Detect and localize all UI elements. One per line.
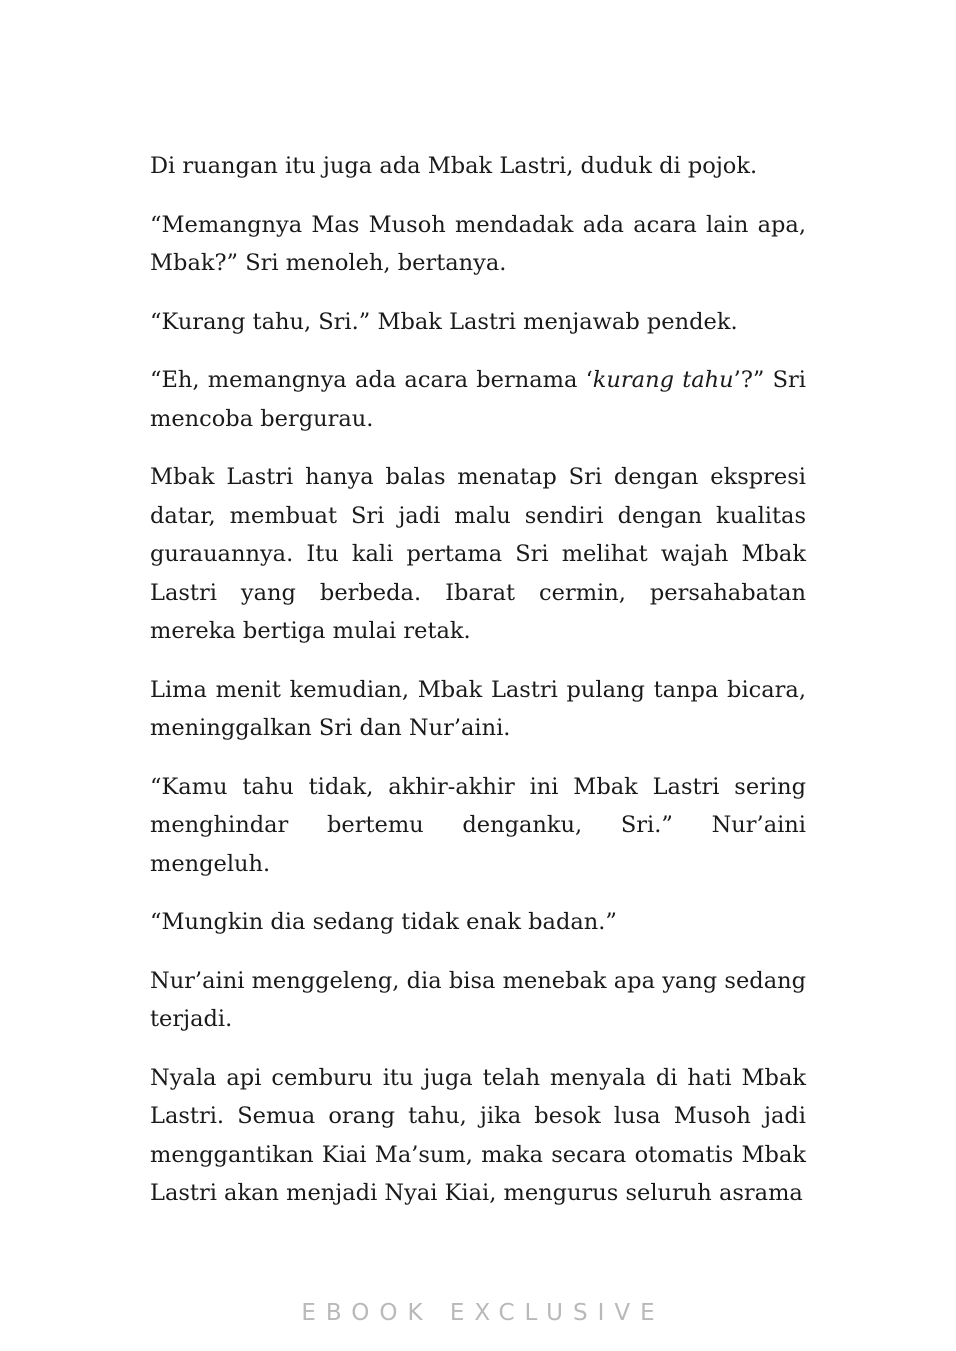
paragraph: “Kurang tahu, Sri.” Mbak Lastri menjawab pendek. [150,308,738,335]
paragraph: Mbak Lastri hanya balas menatap Sri dengan ekspresi datar, membuat Sri jadi malu sendiri dengan kualitas gurauannya. Itu kali pertama Sri melihat wajah Mbak Lastri yang berbeda. Ibarat cermin, persahabatan mereka bertiga mulai retak. [150,464,806,644]
footer-label: EBOOK EXCLUSIVE [301,1300,665,1326]
paragraph: Nur’aini menggeleng, dia bisa menebak apa yang sedang terjadi. [150,967,806,1032]
paragraph-text: ’?” Sri mencoba bergurau. [150,367,806,432]
italic-phrase: kurang tahu [592,367,734,393]
paragraph-text: “Eh, memangnya ada acara bernama ‘ [150,367,593,393]
paragraph: “Memangnya Mas Musoh mendadak ada acara lain apa, Mbak?” Sri menoleh, bertanya. [150,211,806,276]
paragraph: Di ruangan itu juga ada Mbak Lastri, duduk di pojok. [150,153,758,179]
paragraph: “Mungkin dia sedang tidak enak badan.” [150,909,617,935]
paragraph: “Kamu tahu tidak, akhir-akhir ini Mbak Lastri sering menghindar bertemu denganku, Sri.” Nur’aini mengeluh. [150,773,806,877]
paragraph: Nyala api cemburu itu juga telah menyala di hati Mbak Lastri. Semua orang tahu, jika besok lusa Musoh jadi menggantikan Kiai Ma’sum, maka secara otomatis Mbak Lastri akan menjadi Nyai Kiai, mengurus seluruh asrama [150,1064,806,1206]
page-body [150,147,806,1233]
paragraph-with-italic [150,361,806,438]
paragraph: Lima menit kemudian, Mbak Lastri pulang tanpa bicara, meninggalkan Sri dan Nur’aini. [150,676,806,741]
